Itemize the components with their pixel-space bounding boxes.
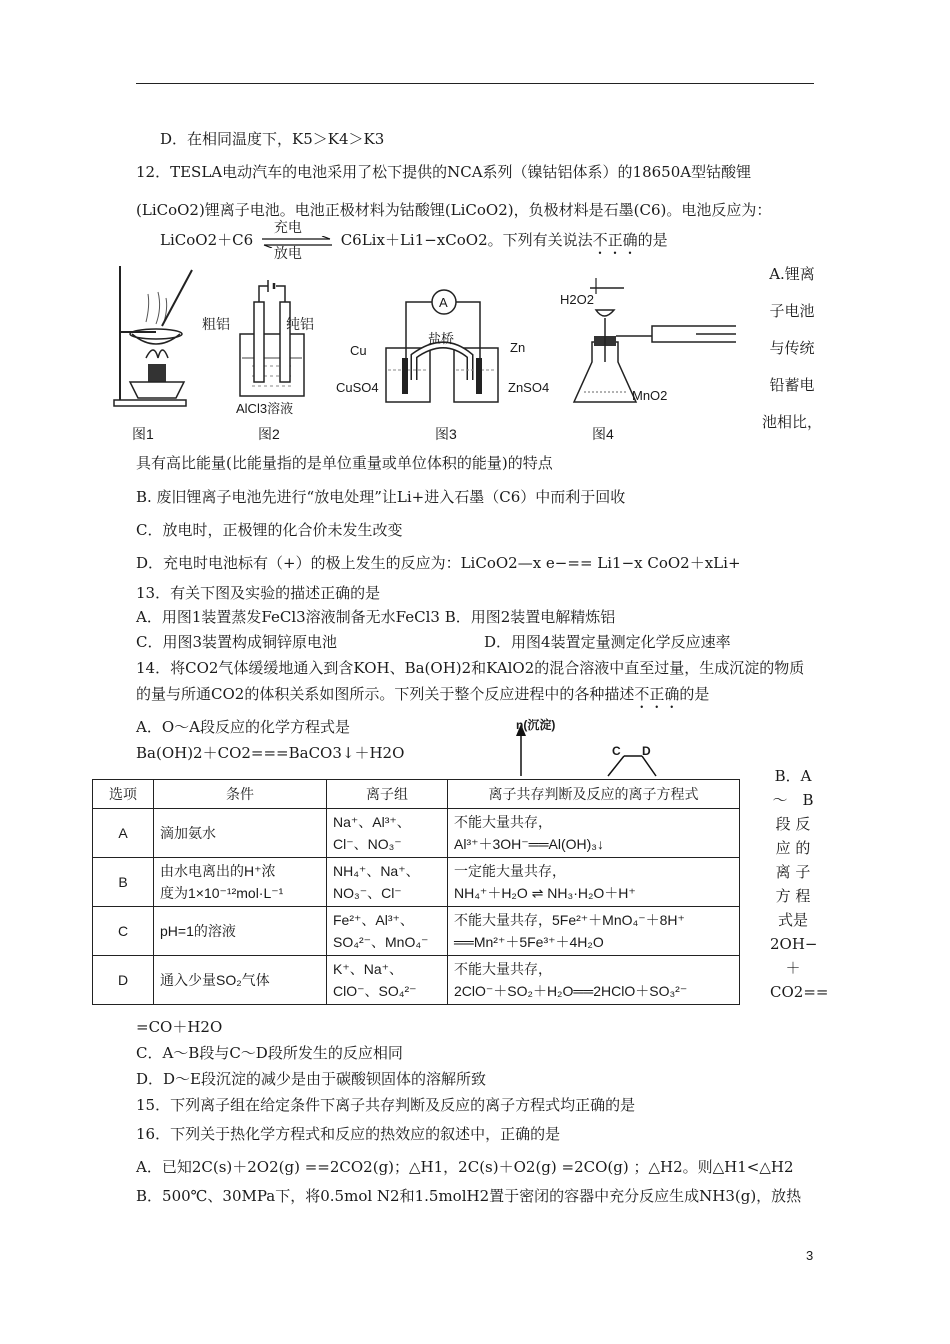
fig3-cu-label: Cu	[350, 343, 367, 358]
fig3-znso4-label: ZnSO4	[508, 380, 550, 395]
reversible-arrow	[260, 220, 334, 262]
q12-stem-end: 的是	[637, 231, 668, 249]
q14-option-d: D．D～E段沉淀的减少是由于碳酸钡固体的溶解所致	[136, 1070, 487, 1088]
graph-point-c: C	[612, 744, 621, 758]
fig4-gas-syringe	[574, 278, 736, 402]
col-header-option: 选项	[93, 780, 154, 809]
q16-option-a: A．已知2C(s)＋2O2(g) ==2CO2(g)；△H1，2C(s)＋O2(g) =2CO(g) ；△H2。则△H1<△H2	[136, 1158, 794, 1176]
arrow-top-label: 充电	[273, 220, 302, 236]
reaction-left: LiCoO2＋C6	[160, 231, 254, 249]
q14-option-a-1: A．O～A段反应的化学方程式是	[136, 718, 350, 736]
fig3-zn-label: Zn	[510, 340, 526, 355]
fig2-solution-label: AlCl3溶液	[236, 401, 294, 416]
q12-stem-1: 12．TESLA电动汽车的电池采用了松下提供的NCA系列（镍钴铝体系）的18650A型钴酸锂	[136, 163, 752, 181]
q14-option-a-2: Ba(OH)2＋CO2===BaCO3↓＋H2O	[136, 744, 405, 762]
col-header-judgement: 离子共存判断及反应的离子方程式	[448, 780, 740, 809]
q14-option-c: C．A～B段与C～D段所发生的反应相同	[136, 1044, 403, 1062]
fig4-caption: 图4	[592, 426, 614, 442]
graph-y-axis-label: n(沉淀)	[516, 718, 556, 732]
fig1-caption: 图1	[132, 426, 154, 442]
q13-option-d: D．用图4装置定量测定化学反应速率	[484, 633, 731, 651]
table-row: C pH=1的溶液 Fe²⁺、Al³⁺、 SO₄²⁻、MnO₄⁻ 不能大量共存，5Fe²⁺＋MnO₄⁻＋8H⁺ ══Mn²⁺＋5Fe³⁺＋4H₂O	[93, 907, 740, 956]
fig2-caption: 图2	[258, 426, 280, 442]
fig2-electrolysis	[240, 280, 304, 396]
table-row: A 滴加氨水 Na⁺、Al³⁺、 Cl⁻、NO₃⁻ 不能大量共存， Al³⁺＋3OH⁻══Al(OH)₃↓	[93, 809, 740, 858]
graph-point-d: D	[642, 744, 651, 758]
fig2-left-electrode-label: 粗铝	[202, 316, 230, 332]
q12-reaction	[160, 220, 668, 262]
q12-option-a-continued: 具有高比能量(比能量指的是单位重量或单位体积的能量)的特点	[136, 454, 553, 472]
header-rule	[136, 83, 814, 84]
q13-options-ab: A．用图1装置蒸发FeCl3溶液制备无水FeCl3 B．用图2装置电解精炼铝	[136, 608, 616, 626]
fig3-cuso4-label: CuSO4	[336, 380, 379, 395]
q14-option-b-column: B．A ～ B 段 反 应 的 离 子 方 程 式是 2OH− ＋ CO2==	[770, 767, 829, 1001]
q13-option-c: C．用图3装置构成铜锌原电池	[136, 633, 338, 651]
fig3-caption: 图3	[435, 426, 457, 442]
reaction-right: C6Lix＋Li1−xCoO2。下列有关说法	[340, 231, 593, 249]
q14-stem-2: 的量与所通CO2的体积关系如图所示。下列关于整个反应进程中的各种描述不正确的是	[136, 685, 710, 703]
page-number: 3	[806, 1248, 814, 1263]
fig4-mno2-label: MnO2	[632, 388, 668, 403]
q11-option-d: D．在相同温度下，K5＞K4＞K3	[160, 130, 385, 148]
col-header-ions: 离子组	[327, 780, 448, 809]
fig2-right-electrode-label: 纯铝	[286, 316, 314, 332]
emphasis-not-correct: 不正确	[592, 231, 638, 249]
emphasis-not-correct: 不正确	[634, 685, 680, 703]
fig3-meter-label: A	[439, 295, 448, 310]
q13-stem: 13．有关下图及实验的描述正确的是	[136, 584, 381, 602]
q15-stem: 15．下列离子组在给定条件下离子共存判断及反应的离子方程式均正确的是	[136, 1096, 636, 1114]
arrow-bottom-label: 放电	[273, 246, 302, 262]
fig4-h2o2-label: H2O2	[560, 292, 594, 307]
ion-coexistence-table	[92, 779, 740, 1005]
q16-stem: 16．下列关于热化学方程式和反应的热效应的叙述中，正确的是	[136, 1125, 561, 1143]
q12-option-c: C．放电时，正极锂的化合价未发生改变	[136, 521, 403, 539]
q14-stem-1: 14．将CO2气体缓缓地通入到含KOH、Ba(OH)2和KAlO2的混合溶液中直至过量，生成沉淀的物质	[136, 659, 805, 677]
q12-option-b: B. 废旧锂离子电池先进行“放电处理”让Li+进入石墨（C6）中而利于回收	[136, 488, 626, 506]
q16-option-b: B．500℃、30MPa下，将0.5mol N2和1.5molH2置于密闭的容器中充分反应生成NH3(g)，放热	[136, 1187, 802, 1205]
table-row: B 由水电离出的H⁺浓 度为1×10⁻¹²mol·L⁻¹ NH₄⁺、Na⁺、 NO₃⁻、Cl⁻ 一定能大量共存， NH₄⁺＋H₂O ⇌ NH₃·H₂O＋H⁺	[93, 858, 740, 907]
q12-option-d: D．充电时电池标有（+）的极上发生的反应为：LiCoO2—x e−== Li1−x CoO2＋xLi+	[136, 554, 741, 572]
fig1-evaporation	[114, 266, 192, 406]
q14-option-b-end: =CO＋H2O	[136, 1018, 223, 1036]
table-row: D 通入少量SO₂气体 K⁺、Na⁺、 ClO⁻、SO₄²⁻ 不能大量共存， 2ClO⁻＋SO₂＋H₂O══2HClO＋SO₃²⁻	[93, 956, 740, 1005]
q12-stem-2: (LiCoO2)锂离子电池。电池正极材料为钴酸锂(LiCoO2)，负极材料是石墨(C6)。电池反应为：	[136, 201, 772, 219]
fig3-salt-bridge-label: 盐桥	[428, 331, 455, 346]
q12-option-a-column: A.锂离 子电池 与传统 铅蓄电 池相比，	[762, 265, 823, 431]
col-header-condition: 条件	[154, 780, 327, 809]
